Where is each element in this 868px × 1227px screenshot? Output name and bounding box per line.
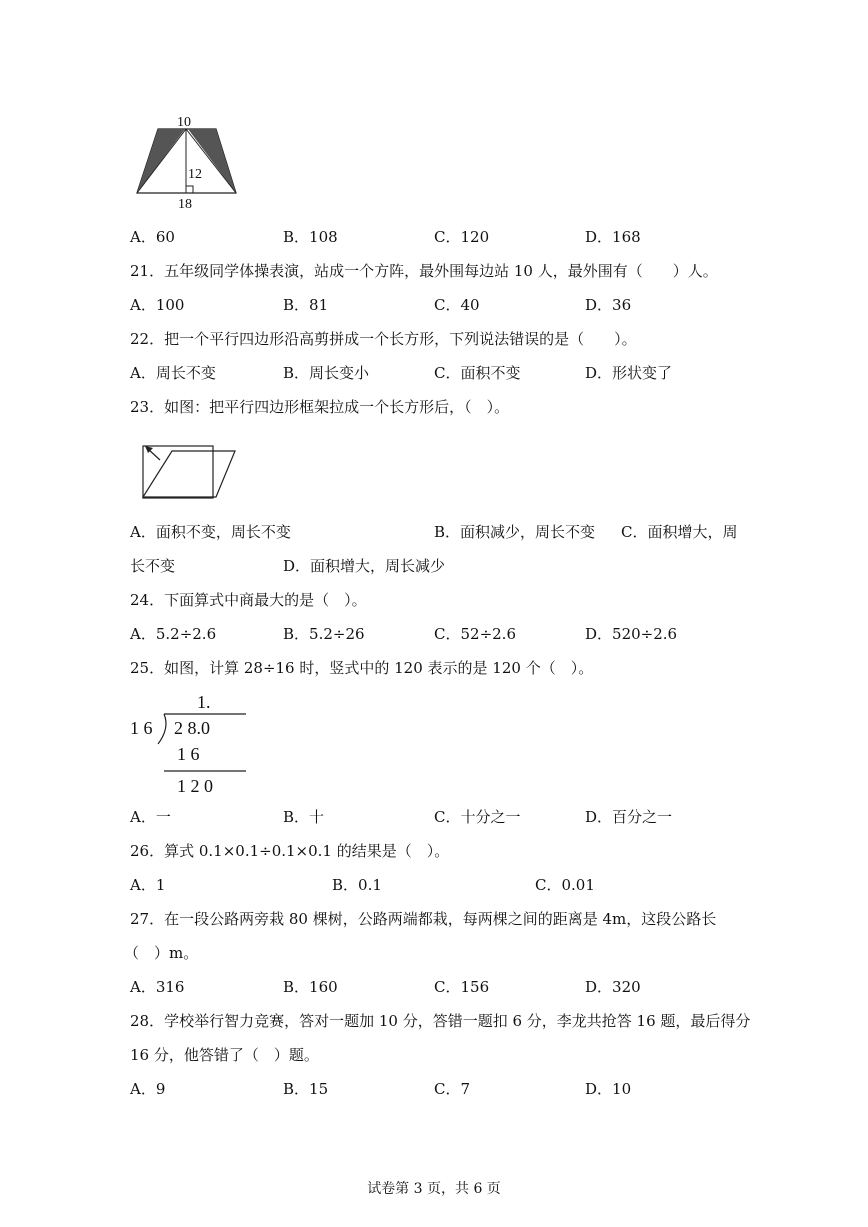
q21-option-b[interactable]: B．81 bbox=[283, 296, 329, 314]
q28-option-c[interactable]: C．7 bbox=[434, 1080, 471, 1098]
parallelogram-frame bbox=[143, 451, 235, 497]
q24-option-a[interactable]: A．5.2÷2.6 bbox=[130, 625, 217, 643]
division-bracket bbox=[158, 714, 166, 744]
q21-text: 21．五年级同学体操表演，站成一个方阵，最外围每边站 10 人，最外围有（ ）人。 bbox=[130, 262, 718, 280]
division-dividend: 2 8.0 bbox=[174, 718, 210, 738]
parallelogram-rectangle-figure bbox=[138, 440, 243, 505]
q21-option-c[interactable]: C．40 bbox=[434, 296, 480, 314]
q23-option-c-part1[interactable]: C．面积增大，周 bbox=[621, 523, 738, 541]
label-height: 12 bbox=[188, 167, 202, 182]
q24-option-c[interactable]: C．52÷2.6 bbox=[434, 625, 516, 643]
label-bottom: 18 bbox=[178, 197, 192, 212]
q28-text-line1: 28．学校举行智力竞赛，答对一题加 10 分，答错一题扣 6 分，李龙共抢答 16 题，最后得分 bbox=[130, 1012, 751, 1030]
q23-option-d[interactable]: D．面积增大，周长减少 bbox=[283, 557, 446, 575]
q24-option-b[interactable]: B．5.2÷26 bbox=[283, 625, 365, 643]
q24-text: 24．下面算式中商最大的是（ ）。 bbox=[130, 591, 367, 609]
q27-text-line2: （ ）m。 bbox=[124, 944, 199, 962]
q28-text-line2: 16 分，他答错了（ ）题。 bbox=[130, 1046, 319, 1064]
page-footer: 试卷第 3 页，共 6 页 bbox=[367, 1181, 501, 1197]
q26-option-a[interactable]: A．1 bbox=[130, 876, 166, 894]
q22-option-b[interactable]: B．周长变小 bbox=[283, 364, 370, 382]
q22-option-a[interactable]: A．周长不变 bbox=[130, 364, 216, 382]
division-product: 1 6 bbox=[177, 744, 200, 764]
q26-option-b[interactable]: B．0.1 bbox=[332, 876, 382, 894]
q22-option-d[interactable]: D．形状变了 bbox=[585, 364, 673, 382]
q27-option-c[interactable]: C．156 bbox=[434, 978, 490, 996]
q21-option-a[interactable]: A．100 bbox=[130, 296, 185, 314]
q28-option-a[interactable]: A．9 bbox=[130, 1080, 166, 1098]
label-top: 10 bbox=[177, 115, 191, 130]
division-divisor: 1 6 bbox=[130, 718, 153, 738]
q25-option-a[interactable]: A．一 bbox=[130, 808, 171, 826]
q25-option-c[interactable]: C．十分之一 bbox=[434, 808, 521, 826]
q26-option-c[interactable]: C．0.01 bbox=[535, 876, 595, 894]
q23-text: 23．如图：把平行四边形框架拉成一个长方形后，（ ）。 bbox=[130, 398, 510, 416]
long-division-figure bbox=[126, 688, 256, 800]
q20-option-a[interactable]: A．60 bbox=[130, 228, 175, 246]
q28-option-b[interactable]: B．15 bbox=[283, 1080, 329, 1098]
q27-option-d[interactable]: D．320 bbox=[585, 978, 641, 996]
q21-option-d[interactable]: D．36 bbox=[585, 296, 632, 314]
q23-option-a[interactable]: A．面积不变，周长不变 bbox=[130, 523, 291, 541]
q24-option-d[interactable]: D．520÷2.6 bbox=[585, 625, 678, 643]
q23-option-c-part2[interactable]: 长不变 bbox=[130, 557, 176, 575]
q20-option-d[interactable]: D．168 bbox=[585, 228, 641, 246]
division-quotient: 1. bbox=[197, 692, 211, 712]
q27-text-line1: 27．在一段公路两旁栽 80 棵树，公路两端都栽，每两棵之间的距离是 4m，这段公路长 bbox=[130, 910, 717, 928]
trapezoid-figure bbox=[130, 112, 245, 212]
q22-text: 22．把一个平行四边形沿高剪拼成一个长方形，下列说法错误的是（ ）。 bbox=[130, 330, 637, 348]
q27-option-a[interactable]: A．316 bbox=[130, 978, 185, 996]
q27-option-b[interactable]: B．160 bbox=[283, 978, 338, 996]
q20-option-b[interactable]: B．108 bbox=[283, 228, 338, 246]
q25-option-d[interactable]: D．百分之一 bbox=[585, 808, 673, 826]
q23-option-b[interactable]: B．面积减少，周长不变 bbox=[434, 523, 596, 541]
division-remainder: 1 2 0 bbox=[177, 776, 213, 796]
q28-option-d[interactable]: D．10 bbox=[585, 1080, 632, 1098]
q22-option-c[interactable]: C．面积不变 bbox=[434, 364, 521, 382]
q25-option-b[interactable]: B．十 bbox=[283, 808, 325, 826]
q20-option-c[interactable]: C．120 bbox=[434, 228, 490, 246]
q26-text: 26．算式 0.1×0.1÷0.1×0.1 的结果是（ ）。 bbox=[130, 842, 450, 860]
q25-text: 25．如图，计算 28÷16 时，竖式中的 120 表示的是 120 个（ ）。 bbox=[130, 659, 594, 677]
